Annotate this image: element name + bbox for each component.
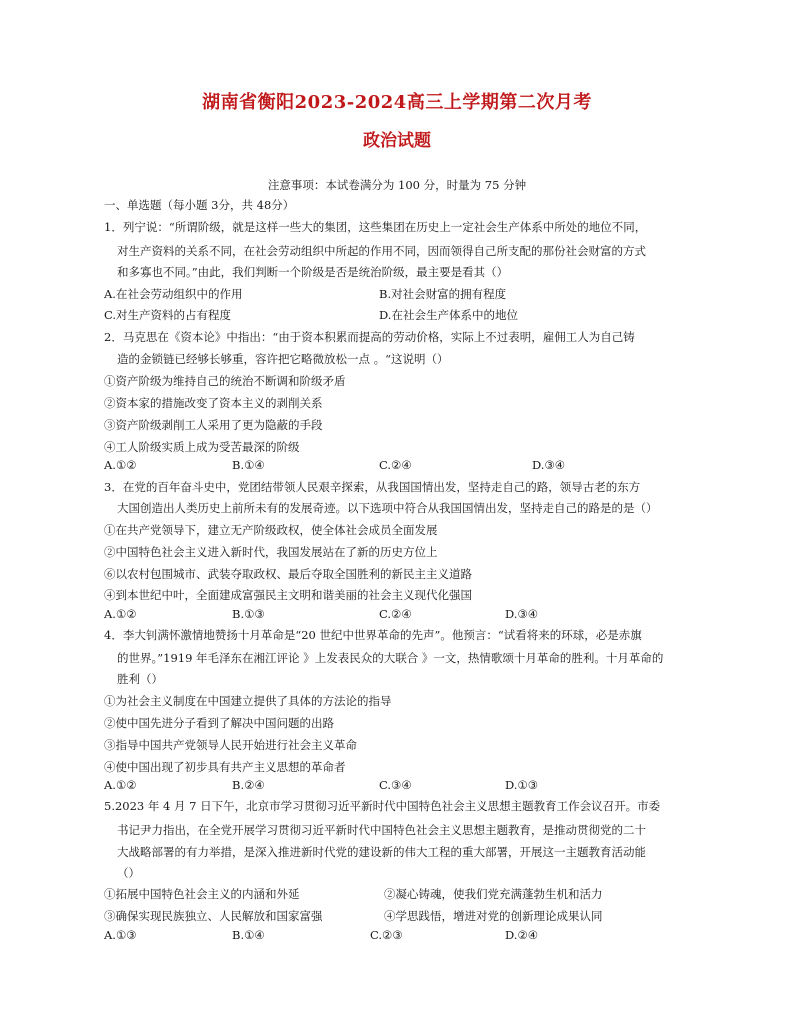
q4-stem-line-1: 4．李大钊满怀激情地赞扬十月革命是“20 世纪中世界革命的先声”。他预言：“试看将来的环球，必是赤旗	[104, 628, 642, 642]
q2-option-c: C.②④	[379, 458, 412, 472]
q4-option-d: D.①③	[505, 778, 539, 792]
q5-item-3: ③确保实现民族独立、人民解放和国家富强	[104, 909, 323, 923]
exam-subtitle: 政治试题	[363, 131, 431, 151]
q5-stem-line-1: 5.2023 年 4 月 7 日下午，北京市学习贯彻习近平新时代中国特色社会主义思想主题教育工作会议召开。市委	[104, 799, 661, 813]
q4-option-a: A.①②	[104, 778, 137, 792]
q5-option-b: B.①④	[232, 928, 265, 942]
q4-stem-line-2: 的世界。”1919 年毛泽东在湘江评论 》上发表民众的大联合 》一文，热情歌颂十月革命的胜利。十月革命的	[117, 651, 664, 665]
q1-option-d: D.在社会生产体系中的地位	[379, 308, 518, 322]
q5-stem-line-2: 书记尹力指出，在全党开展学习贯彻习近平新时代中国特色社会主义思想主题教育，是推动贯彻党的二十	[117, 823, 646, 837]
q2-option-d: D.③④	[532, 458, 566, 472]
q5-stem-line-3: 大战略部署的有力举措，是深入推进新时代党的建设新的伟大工程的重大部署，开展这一主题教育活动能	[117, 845, 646, 859]
q2-item-1: ①资产阶级为维持自己的统治不断调和阶级矛盾	[104, 374, 346, 388]
q3-option-d: D.③④	[505, 607, 539, 621]
q2-option-a: A.①②	[104, 458, 137, 472]
exam-title: 湖南省衡阳2023-2024高三上学期第二次月考	[202, 92, 592, 113]
q5-option-c: C.②③	[370, 928, 403, 942]
q2-option-b: B.①④	[232, 458, 265, 472]
q3-option-a: A.①②	[104, 607, 137, 621]
q1-option-c: C.对生产资料的占有程度	[104, 308, 232, 322]
exam-notice: 注意事项：本试卷满分为 100 分，时量为 75 分钟	[267, 178, 527, 192]
q4-item-1: ①为社会主义制度在中国建立提供了具体的方法论的指导	[104, 694, 392, 708]
q3-stem-line-1: 3．在党的百年奋斗史中，党团结带领人民艰辛探索，从我国国情出发，坚持走自己的路，领导古老的东方	[104, 480, 641, 494]
section-heading: 一、单选题（每小题 3分，共 48分）	[104, 198, 295, 212]
q5-option-d: D.②④	[505, 928, 539, 942]
q5-option-a: A.①③	[104, 928, 137, 942]
q5-item-4: ④学思践悟，增进对党的创新理论成果认同	[384, 909, 603, 923]
q4-option-b: B.②④	[232, 778, 265, 792]
q1-option-a: A.在社会劳动组织中的作用	[104, 287, 243, 301]
q3-option-c: C.②④	[379, 607, 412, 621]
q2-item-3: ③资产阶级剥削工人采用了更为隐蔽的手段	[104, 418, 323, 432]
q3-item-3: ⑥以农村包围城市、武装夺取政权、最后夺取全国胜利的新民主主义道路	[104, 567, 472, 581]
q2-stem-line-1: 2．马克思在《资本论》中指出：“由于资本积累而提高的劳动价格，实际上不过表明，雇佣工人为自己铸	[104, 330, 635, 344]
q4-option-c: C.③④	[379, 778, 412, 792]
q2-item-4: ④工人阶级实质上成为受苦最深的阶级	[104, 440, 300, 454]
q1-stem-line-3: 和多寡也不同。”由此，我们判断一个阶级是否是统治阶级，最主要是看其（）	[117, 265, 509, 279]
q4-stem-line-3: 胜利（）	[117, 672, 163, 686]
q3-option-b: B.①③	[232, 607, 265, 621]
q1-stem-line-1: 1．列宁说：“所谓阶级，就是这样一些大的集团，这些集团在历史上一定社会生产体系中所处的地位不同，	[104, 220, 647, 234]
q5-item-1: ①拓展中国特色社会主义的内涵和外延	[104, 887, 300, 901]
q3-item-1: ①在共产党领导下，建立无产阶级政权，使全体社会成员全面发展	[104, 523, 438, 537]
q1-option-b: B.对社会财富的拥有程度	[379, 287, 507, 301]
q1-stem-line-2: 对生产资料的关系不同，在社会劳动组织中所起的作用不同，因而领得自己所支配的那份社会财富的方式	[117, 244, 646, 258]
q4-item-2: ②使中国先进分子看到了解决中国问题的出路	[104, 716, 334, 730]
q2-item-2: ②资本家的措施改变了资本主义的剥削关系	[104, 396, 323, 410]
q3-stem-line-2: 大国创造出人类历史上前所未有的发展奇迹。以下选项中符合从我国国情出发，坚持走自己的路是的是（）	[117, 501, 658, 515]
q5-item-2: ②凝心铸魂，使我们党充满蓬勃生机和活力	[384, 887, 603, 901]
q5-stem-line-4: （）	[117, 866, 140, 880]
q2-stem-line-2: 造的金锁链已经够长够重，容许把它略微放松一点 。“这说明（）	[117, 352, 449, 366]
q4-item-3: ③指导中国共产党领导人民开始进行社会主义革命	[104, 738, 357, 752]
q3-item-2: ②中国特色社会主义进入新时代，我国发展站在了新的历史方位上	[104, 545, 438, 559]
q3-item-4: ④到本世纪中叶，全面建成富强民主文明和谐美丽的社会主义现代化强国	[104, 588, 472, 602]
q4-item-4: ④使中国出现了初步具有共产主义思想的革命者	[104, 760, 346, 774]
